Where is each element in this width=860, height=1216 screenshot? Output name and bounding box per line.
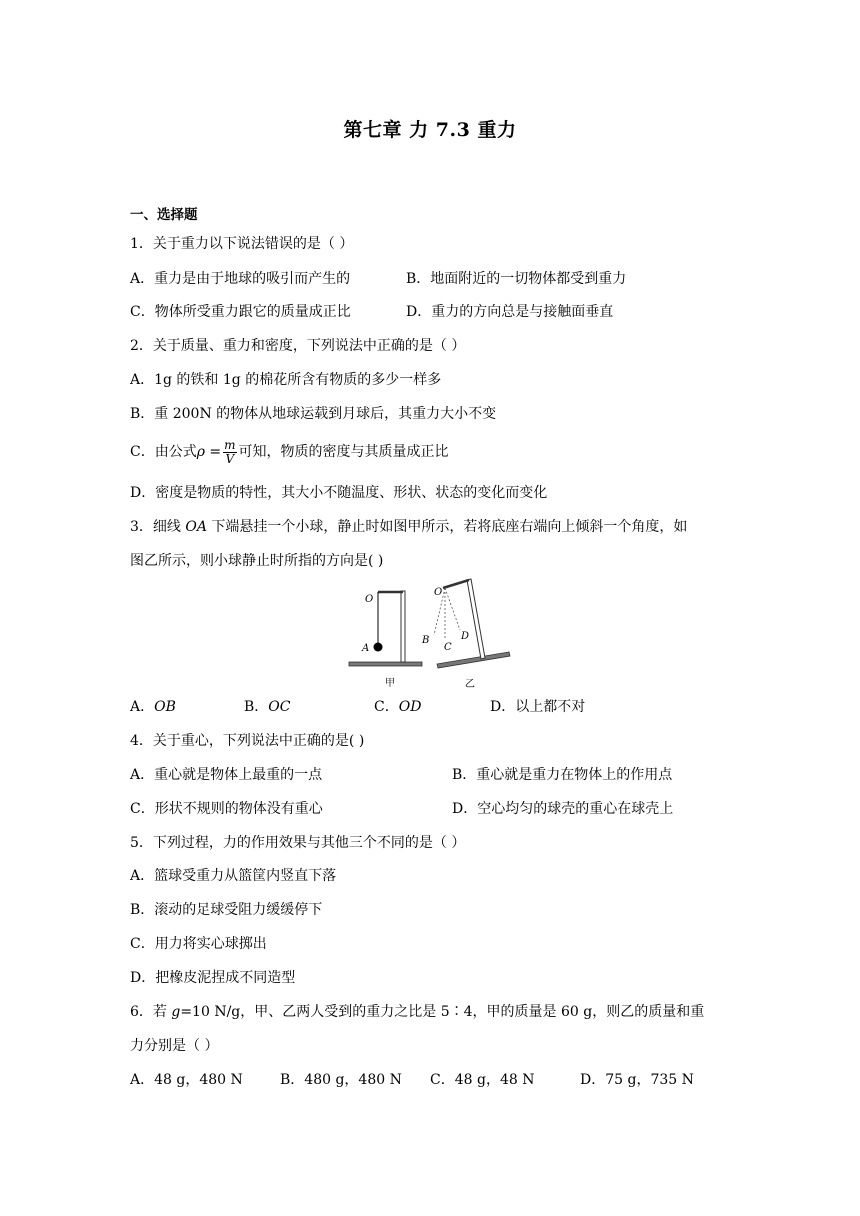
question-6-stem-line-1 xyxy=(130,1003,704,1021)
label-a: A xyxy=(362,643,370,654)
base-jia xyxy=(349,662,422,666)
question-5-option-b: B．滚动的足球受阻力缓缓停下 xyxy=(130,902,323,918)
question-4-stem: 4．关于重心，下列说法中正确的是( ) xyxy=(130,733,365,749)
stand-yi xyxy=(467,579,485,659)
option-a-letter: A． xyxy=(130,699,155,715)
label-c: C xyxy=(444,642,452,653)
question-3-stem-line-1 xyxy=(130,518,687,536)
pendulum-figure xyxy=(345,578,515,690)
question-6-option-d: D．75 g，735 N xyxy=(580,1072,694,1088)
figure-yi xyxy=(421,579,510,690)
option-c-letter: C． xyxy=(374,699,399,715)
page-title: 第七章 力 7.3 重力 xyxy=(343,119,517,141)
question-3-stem-line-2: 图乙所示，则小球静止时所指的方向是( ) xyxy=(130,553,384,569)
option-b-value: OC xyxy=(268,699,291,715)
rho-symbol: ρ = xyxy=(196,444,222,460)
question-2-option-c xyxy=(130,437,449,467)
arm-yi xyxy=(443,580,469,588)
question-6-option-c: C．48 g，48 N xyxy=(430,1072,535,1088)
fraction-numerator: m xyxy=(224,437,236,452)
question-2-stem: 2．关于质量、重力和密度，下列说法中正确的是（ ） xyxy=(130,338,466,354)
question-1-stem: 1．关于重力以下说法错误的是（ ） xyxy=(130,236,354,252)
label-d: D xyxy=(461,631,470,642)
option-a-value: OB xyxy=(154,699,176,715)
ball-jia xyxy=(374,643,383,652)
figure-jia xyxy=(349,591,422,689)
option-c-value: OD xyxy=(398,699,422,715)
question-2-option-a: A．1g 的铁和 1g 的棉花所含有物质的多少一样多 xyxy=(130,372,442,388)
line-oa: OA xyxy=(185,519,207,535)
question-4-option-a: A．重心就是物体上最重的一点 xyxy=(130,767,323,783)
stem-suffix: =10 N/g，甲、乙两人受到的重力之比是 5∶4，甲的质量是 60 g，则乙的质量和重 xyxy=(180,1004,705,1020)
question-1-option-c: C．物体所受重力跟它的质量成正比 xyxy=(130,304,351,320)
question-3-option-b xyxy=(244,698,291,716)
label-b: B xyxy=(422,635,430,646)
question-5-stem: 5．下列过程，力的作用效果与其他三个不同的是（ ） xyxy=(130,835,466,851)
question-3-option-a xyxy=(130,698,176,716)
question-1-option-a: A．重力是由于地球的吸引而产生的 xyxy=(130,271,351,287)
question-1-option-b: B．地面附近的一切物体都受到重力 xyxy=(406,271,627,287)
question-6-option-a: A．48 g，480 N xyxy=(130,1072,243,1088)
question-4-option-d: D．空心均匀的球壳的重心在球壳上 xyxy=(452,801,674,817)
caption-yi: 乙 xyxy=(465,679,475,690)
base-yi xyxy=(437,652,510,668)
option-b-letter: B． xyxy=(244,699,269,715)
fraction-denominator: V xyxy=(225,451,235,466)
stem-prefix: 6．若 xyxy=(130,1004,172,1020)
question-1-option-d: D．重力的方向总是与接触面垂直 xyxy=(406,304,614,320)
section-heading: 一、选择题 xyxy=(130,207,198,223)
question-6-stem-line-2: 力分别是（ ） xyxy=(130,1038,219,1054)
question-5-option-d: D．把橡皮泥捏成不同造型 xyxy=(130,970,296,986)
density-fraction xyxy=(223,439,236,466)
question-3-option-c xyxy=(374,698,421,716)
stem-suffix: 下端悬挂一个小球，静止时如图甲所示，若将底座右端向上倾斜一个角度，如 xyxy=(206,519,688,535)
question-5-option-a: A．篮球受重力从篮筐内竖直下落 xyxy=(130,868,337,884)
g-symbol: g xyxy=(171,1004,181,1020)
stem-prefix: 3．细线 xyxy=(130,519,186,535)
question-4-option-c: C．形状不规则的物体没有重心 xyxy=(130,801,323,817)
question-4-option-b: B．重心就是重力在物体上的作用点 xyxy=(452,767,673,783)
stand-jia xyxy=(401,591,405,662)
option-c-prefix: C．由公式 xyxy=(130,444,197,460)
label-o-jia: O xyxy=(365,594,374,605)
question-6-option-b: B．480 g，480 N xyxy=(280,1072,402,1088)
question-2-option-d: D．密度是物质的特性，其大小不随温度、形状、状态的变化而变化 xyxy=(130,485,548,501)
question-3-option-d: D．以上都不对 xyxy=(490,699,586,715)
option-c-suffix: 可知，物质的密度与其质量成正比 xyxy=(238,444,449,460)
question-2-option-b: B．重 200N 的物体从地球运载到月球后，其重力大小不变 xyxy=(130,406,497,422)
label-o-yi: O xyxy=(434,587,443,598)
question-5-option-c: C．用力将实心球掷出 xyxy=(130,936,267,952)
caption-jia: 甲 xyxy=(385,678,395,689)
dash-od xyxy=(445,588,460,630)
